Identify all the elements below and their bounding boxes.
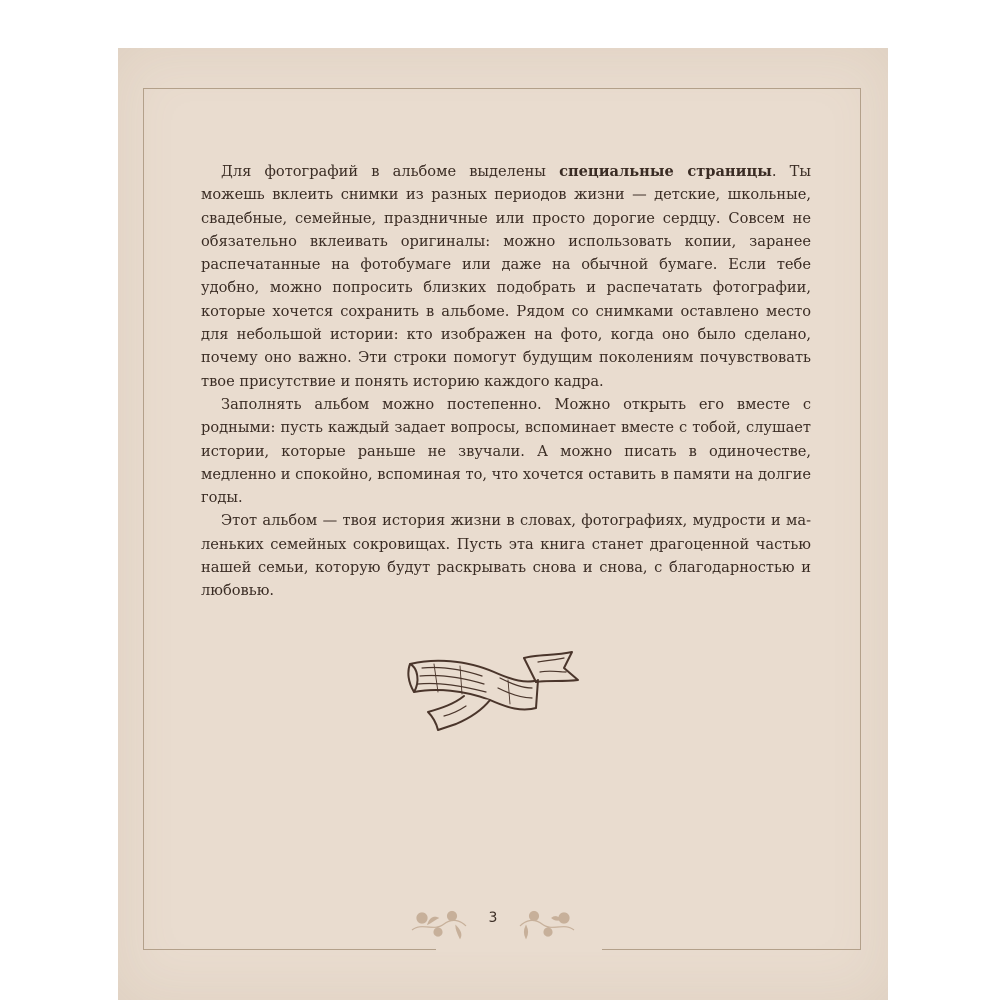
frame-gap — [436, 946, 602, 952]
paragraph-1-end: . Ты можешь вклеить снимки из разных периодов жизни — детские, школьные, свадебные, семейные, праздничные или просто дорогие сердцу. Совсем не обязательно вклеивать оригиналы: можно использовать копии, заранее распечатанные на фотобумаге или даже на обычной бумаге. Если тебе удобно, можно попросить близких подобрать и распечатать фотографии, которые хочется сохранить в альбоме. Рядом со снимками оставлено место для небольшой истории: кто изображен на фото, когда оно было сделано, почему оно важно. Эти строки помогут будущим поколениям почувствовать твое присутствие и понять историю каждого кадра. — [201, 163, 811, 390]
page-number: 3 — [488, 910, 498, 926]
ribbon-banner-icon — [404, 646, 584, 734]
body-text — [201, 160, 811, 603]
floral-ornament-right-icon — [516, 906, 578, 940]
paragraph-1 — [201, 160, 811, 393]
paragraph-1-start: Для фотографий в альбоме выделены — [221, 163, 560, 180]
paragraph-1-bold: специальные страницы — [559, 163, 772, 180]
paragraph-2: Заполнять альбом можно постепенно. Можно открыть его вместе с родными: пусть каждый задает вопросы, вспоминает вместе с тобой, слушает истории, которые раньше не звучали. А можно писать в одиночестве, медленно и спокойно, вспоминая то, что хочется оставить в памяти на долгие годы. — [201, 395, 811, 507]
paragraph-3: Этот альбом — твоя история жизни в словах, фотографиях, мудрости и маленьких семейных сокровищах. Пусть эта книга станет драгоценной частью нашей семьи, которую будут раскрывать снова и снова, с благодарностью и любовью. — [201, 512, 811, 600]
album-page — [118, 48, 888, 1000]
page-footer — [408, 900, 578, 944]
